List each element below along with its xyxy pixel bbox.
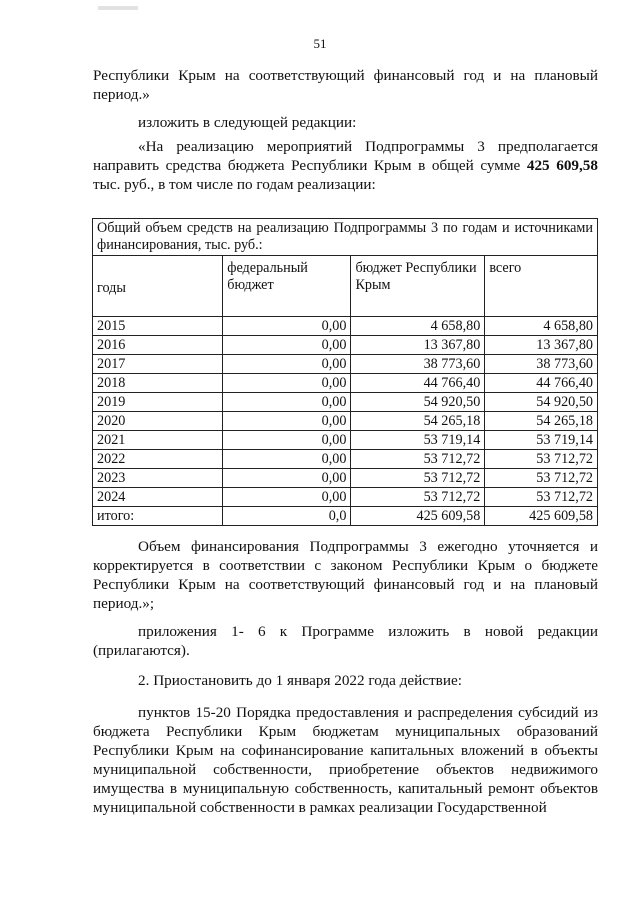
cell-total: 53 719,14: [485, 431, 598, 450]
table-row: [93, 507, 598, 526]
cell-total: 53 712,72: [485, 488, 598, 507]
cell-crimea: 425 609,58: [351, 507, 485, 526]
paragraph-adjust: Объем финансирования Подпрограммы 3 ежегодно уточняется и корректируется в соответствии с законом Республики Крым о бюджете Республики Крым на соответствующий финансовый год и на плановый период.»;: [93, 538, 598, 612]
table-row: [93, 336, 598, 355]
table-row: [93, 374, 598, 393]
header-federal: федеральный бюджет: [223, 256, 351, 317]
table-header-row: [93, 256, 598, 317]
cell-total: 53 712,72: [485, 469, 598, 488]
cell-crimea: 44 766,40: [351, 374, 485, 393]
cell-year: 2018: [93, 374, 223, 393]
cell-federal: 0,00: [223, 336, 351, 355]
cell-total: 53 712,72: [485, 450, 598, 469]
header-years: годы: [93, 256, 223, 317]
cell-crimea: 54 920,50: [351, 393, 485, 412]
cell-total: 54 265,18: [485, 412, 598, 431]
cell-crimea: 53 712,72: [351, 450, 485, 469]
cell-total: 4 658,80: [485, 317, 598, 336]
cell-crimea: 4 658,80: [351, 317, 485, 336]
cell-federal: 0,00: [223, 355, 351, 374]
cell-crimea: 54 265,18: [351, 412, 485, 431]
financing-table: [92, 218, 598, 526]
cell-total: 425 609,58: [485, 507, 598, 526]
page-number: 51: [313, 36, 327, 51]
paragraph-amount-value: 425 609,58: [526, 157, 598, 174]
table-body: [93, 317, 598, 526]
paragraph-amount-before: «На реализацию мероприятий Подпрограммы 3 предполагается направить средства бюджета Республики Крым в общей сумме: [93, 138, 598, 174]
table-row: [93, 450, 598, 469]
table-row: [93, 393, 598, 412]
cell-year: 2017: [93, 355, 223, 374]
cell-year: итого:: [93, 507, 223, 526]
cell-crimea: 38 773,60: [351, 355, 485, 374]
scan-noise: [98, 6, 138, 10]
table-title-row: [93, 219, 598, 256]
table-row: [93, 355, 598, 374]
paragraph-state: изложить в следующей редакции:: [138, 114, 357, 131]
cell-federal: 0,00: [223, 469, 351, 488]
cell-crimea: 53 712,72: [351, 488, 485, 507]
cell-federal: 0,00: [223, 412, 351, 431]
table-row: [93, 431, 598, 450]
cell-year: 2020: [93, 412, 223, 431]
table-row: [93, 412, 598, 431]
cell-total: 38 773,60: [485, 355, 598, 374]
cell-federal: 0,00: [223, 317, 351, 336]
cell-total: 54 920,50: [485, 393, 598, 412]
table-title: Общий объем средств на реализацию Подпрограммы 3 по годам и источниками финансирования, тыс. руб.:: [93, 219, 598, 256]
table-row: [93, 317, 598, 336]
cell-federal: 0,00: [223, 374, 351, 393]
table-row: [93, 488, 598, 507]
cell-year: 2015: [93, 317, 223, 336]
cell-crimea: 53 712,72: [351, 469, 485, 488]
cell-crimea: 13 367,80: [351, 336, 485, 355]
cell-year: 2019: [93, 393, 223, 412]
cell-year: 2021: [93, 431, 223, 450]
cell-year: 2016: [93, 336, 223, 355]
cell-year: 2024: [93, 488, 223, 507]
cell-year: 2022: [93, 450, 223, 469]
paragraph-amount: [93, 137, 598, 194]
cell-federal: 0,0: [223, 507, 351, 526]
cell-total: 44 766,40: [485, 374, 598, 393]
paragraph-top: Республики Крым на соответствующий финансовый год и на плановый период.»: [93, 67, 598, 103]
cell-total: 13 367,80: [485, 336, 598, 355]
cell-federal: 0,00: [223, 488, 351, 507]
cell-federal: 0,00: [223, 431, 351, 450]
paragraph-suspend: 2. Приостановить до 1 января 2022 года действие:: [138, 672, 462, 689]
header-crimea: бюджет Республики Крым: [351, 256, 485, 317]
cell-crimea: 53 719,14: [351, 431, 485, 450]
cell-federal: 0,00: [223, 450, 351, 469]
paragraph-amount-after: тыс. руб., в том числе по годам реализации:: [93, 176, 376, 193]
cell-federal: 0,00: [223, 393, 351, 412]
paragraph-appendix: приложения 1- 6 к Программе изложить в новой редакции (прилагаются).: [93, 623, 598, 659]
paragraph-points: пунктов 15-20 Порядка предоставления и распределения субсидий из бюджета Республики Крым бюджетам муниципальных образований Республики Крым на софинансирование капитальных вложений в объекты муниципальной собственности, приобретение объектов недвижимого имущества в муниципальную собственность, капитальный ремонт объектов муниципальной собственности в рамках реализации Государственной: [93, 704, 598, 816]
cell-year: 2023: [93, 469, 223, 488]
table-row: [93, 469, 598, 488]
header-total: всего: [485, 256, 598, 317]
